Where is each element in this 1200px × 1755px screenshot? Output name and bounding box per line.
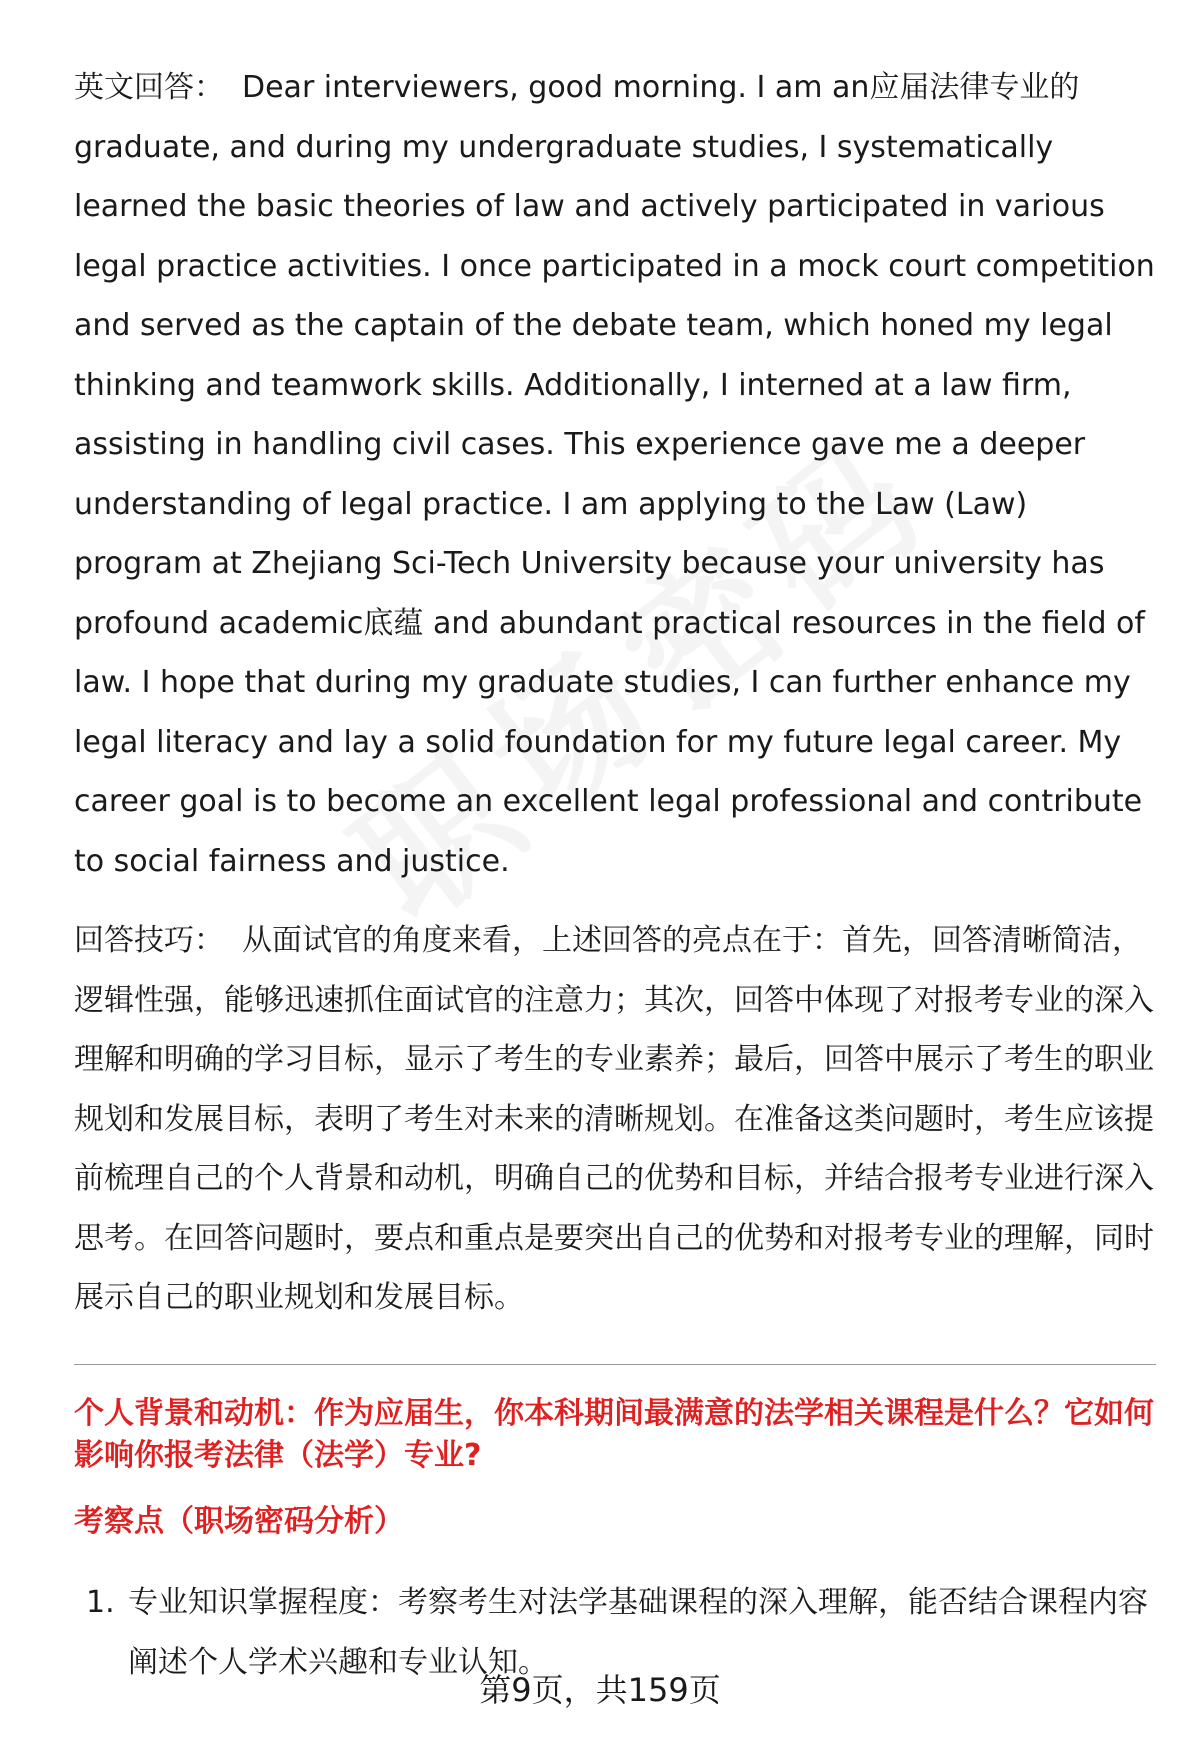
- english-answer-paragraph: [74, 58, 1164, 891]
- answer-tips-label: 回答技巧：: [74, 923, 224, 958]
- english-answer-text: Dear interviewers, good morning. I am an应届法律专业的 graduate, and during my undergraduate studies, I systematically learned the basic theories of law and actively participated in various legal practice activities. I once participated in a mock court competition and served as the captain of the debate team, which honed my legal thinking and teamwork skills. Additionally, I interned at a law firm, assisting in handling civil cases. This experience gave me a deeper understanding of legal practice. I am applying to the Law (Law) program at Zhejiang Sci-Tech University because your university has profound academic底蕴 and abundant practical resources in the field of law. I hope that during my graduate studies, I can further enhance my legal literacy and lay a solid foundation for my future legal career. My career goal is to become an excellent legal professional and contribute to social fairness and justice.: [74, 70, 1155, 879]
- section-divider: [74, 1364, 1156, 1365]
- interview-question: 个人背景和动机：作为应届生，你本科期间最满意的法学相关课程是什么？它如何影响你报考法律（法学）专业?: [74, 1395, 1154, 1473]
- answer-tips-text: 从面试官的角度来看，上述回答的亮点在于：首先，回答清晰简洁，逻辑性强，能够迅速抓住面试官的注意力；其次，回答中体现了对报考专业的深入理解和明确的学习目标，显示了考生的专业素养；最后，回答中展示了考生的职业规划和发展目标，表明了考生对未来的清晰规划。在准备这类问题时，考生应该提前梳理自己的个人背景和动机，明确自己的优势和目标，并结合报考专业进行深入思考。在回答问题时，要点和重点是要突出自己的优势和对报考专业的理解，同时展示自己的职业规划和发展目标。: [74, 923, 1154, 1315]
- english-answer-label: 英文回答：: [74, 70, 224, 105]
- answer-tips-paragraph: [74, 911, 1164, 1328]
- page-number: 第9页，共159页: [479, 1671, 721, 1709]
- document-body: [74, 58, 1164, 1693]
- section-title: 考察点（职场密码分析）: [74, 1503, 404, 1539]
- list-item-number: 1.: [86, 1584, 115, 1620]
- list-item-text: 专业知识掌握程度：考察考生对法学基础课程的深入理解，能否结合课程内容阐述个人学术兴趣和专业认知。: [128, 1584, 1148, 1680]
